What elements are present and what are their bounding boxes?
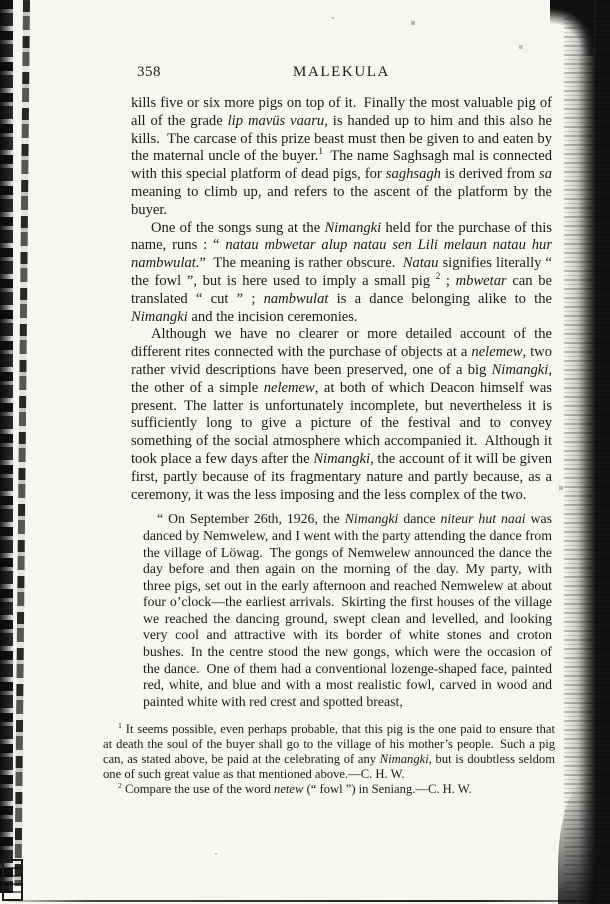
page-header bbox=[131, 64, 552, 84]
scan-gutter-streak-inner bbox=[14, 0, 30, 886]
footnote-2: $^2$ Compare the use of the word netew (“ fowl ”) in Seniang.—C. H. W. bbox=[118, 781, 472, 797]
page-number: 358 bbox=[137, 64, 161, 80]
footnote-1: $^1$ It seems possible, even perhaps probable, that this pig is the one paid to ensure that at death the soul of the buyer shall go to the village of his mother’s people. Such a pig can, as stated above, be paid at the celebrating of any Nimangki, but is doubtless seldom one of such great value as that mentioned above.—C. H. W. bbox=[103, 721, 555, 782]
scan-page-edge-right bbox=[564, 0, 610, 904]
scan-shadow-top-right bbox=[550, 0, 594, 56]
scan-gutter-streak-outer bbox=[0, 0, 13, 893]
paragraph-2: One of the songs sung at the Nimangki held for the purchase of this name, runs : “ natau mbwetar alup natau sen Lili melaun natau hur nambwulat.” The meaning is rather obscure. Natau signifies literally “ the fowl ”, but is here used to imply a small pig $^2$ ; mbwetar can be translated “ cut ” ; nambwulat is a dance belonging alike to the Nimangki and the incision ceremonies. bbox=[131, 219, 553, 325]
running-title: MALEKULA bbox=[293, 64, 390, 80]
footnotes bbox=[103, 722, 555, 797]
scan-artifact-bottom-left bbox=[2, 859, 23, 901]
block-quote: “ On September 26th, 1926, the Nimangki dance niteur hut naai was danced by Nemwelew, and I went with the party attending the dance from the village of Löwag. The gongs of Nemwelew announced the dance the day before and then again on the morning of the day. My party, with three pigs, set out in the early afternoon and reached Nemwelew at about four o’clock—the earliest arrivals. Skirting the first houses of the village we reached the dancing ground, swept clean and levelled, and looking very cool and attractive with its border of white stones and croton bushes. In the centre stood the new gongs, which were the occasion of the dance. One of them had a conventional lozenge-shaped face, painted red, white, and blue and with a most realistic fowl, carved in wood and painted white with red crest and spotted breast, bbox=[143, 511, 553, 709]
page-content bbox=[103, 64, 557, 797]
paragraph-3: Although we have no clearer or more detailed account of the different rites connected with the purchase of objects at a nelemew, two rather vivid descriptions have been preserved, one of a big Nimangki, the other of a simple nelemew, at both of which Deacon himself was present. The latter is unfortunately incomplete, but nevertheless it is sufficiently long to give a picture of the festival and to convey something of the social atmosphere which accompanied it. Although it took place a few days after the Nimangki, the account of it will be given first, partly because of its fragmentary nature and partly because, as a ceremony, it was the less imposing and the less complex of the two. bbox=[131, 326, 553, 503]
paragraph-1: kills five or six more pigs on top of it. Finally the most valuable pig of all of the grade lip mavüs vaaru, is handed up to him and this also he kills. The carcase of this prize beast must then be given to and eaten by the maternal uncle of the buyer.$^1$ The name Saghsagh mal is connected with this special platform of dead pigs, for saghsagh is derived from sa meaning to climb up, and refers to the ascent of the platform by the buyer. bbox=[131, 95, 553, 218]
scan-line-bottom bbox=[8, 900, 588, 902]
scan-noise-specks bbox=[0, 0, 2, 2]
